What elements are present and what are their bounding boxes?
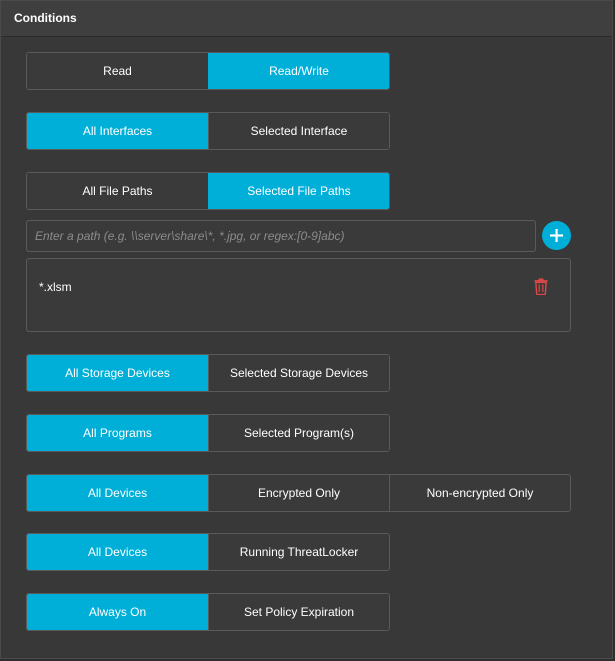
file-path-toggle — [26, 172, 390, 210]
encrypted-only-option[interactable]: Encrypted Only — [208, 475, 389, 511]
set-policy-expiration-option[interactable]: Set Policy Expiration — [208, 594, 389, 630]
access-mode-toggle — [26, 52, 390, 90]
all-storage-devices-option[interactable]: All Storage Devices — [27, 355, 208, 391]
interface-toggle — [26, 112, 390, 150]
panel-title: Conditions — [14, 11, 77, 25]
all-file-paths-option[interactable]: All File Paths — [27, 173, 208, 209]
running-threatlocker-option[interactable]: Running ThreatLocker — [208, 534, 389, 570]
all-interfaces-option[interactable]: All Interfaces — [27, 113, 208, 149]
threatlocker-toggle — [26, 533, 390, 571]
read-write-option[interactable]: Read/Write — [208, 53, 389, 89]
non-encrypted-only-option[interactable]: Non-encrypted Only — [389, 475, 570, 511]
program-toggle — [26, 414, 390, 452]
all-programs-option[interactable]: All Programs — [27, 415, 208, 451]
storage-device-toggle — [26, 354, 390, 392]
path-item: *.xlsm — [39, 280, 72, 294]
encryption-toggle — [26, 474, 571, 512]
selected-programs-option[interactable]: Selected Program(s) — [208, 415, 389, 451]
all-devices-threatlocker-option[interactable]: All Devices — [27, 534, 208, 570]
path-input[interactable] — [26, 220, 536, 252]
selected-file-paths-option[interactable]: Selected File Paths — [208, 173, 389, 209]
read-option[interactable]: Read — [27, 53, 208, 89]
all-devices-encryption-option[interactable]: All Devices — [27, 475, 208, 511]
plus-circle-icon — [549, 228, 564, 243]
trash-icon[interactable] — [533, 277, 549, 295]
expiration-toggle — [26, 593, 390, 631]
selected-interface-option[interactable]: Selected Interface — [208, 113, 389, 149]
panel-header — [1, 1, 612, 37]
always-on-option[interactable]: Always On — [27, 594, 208, 630]
selected-storage-devices-option[interactable]: Selected Storage Devices — [208, 355, 389, 391]
path-list — [26, 258, 571, 332]
add-path-button[interactable] — [542, 221, 571, 250]
